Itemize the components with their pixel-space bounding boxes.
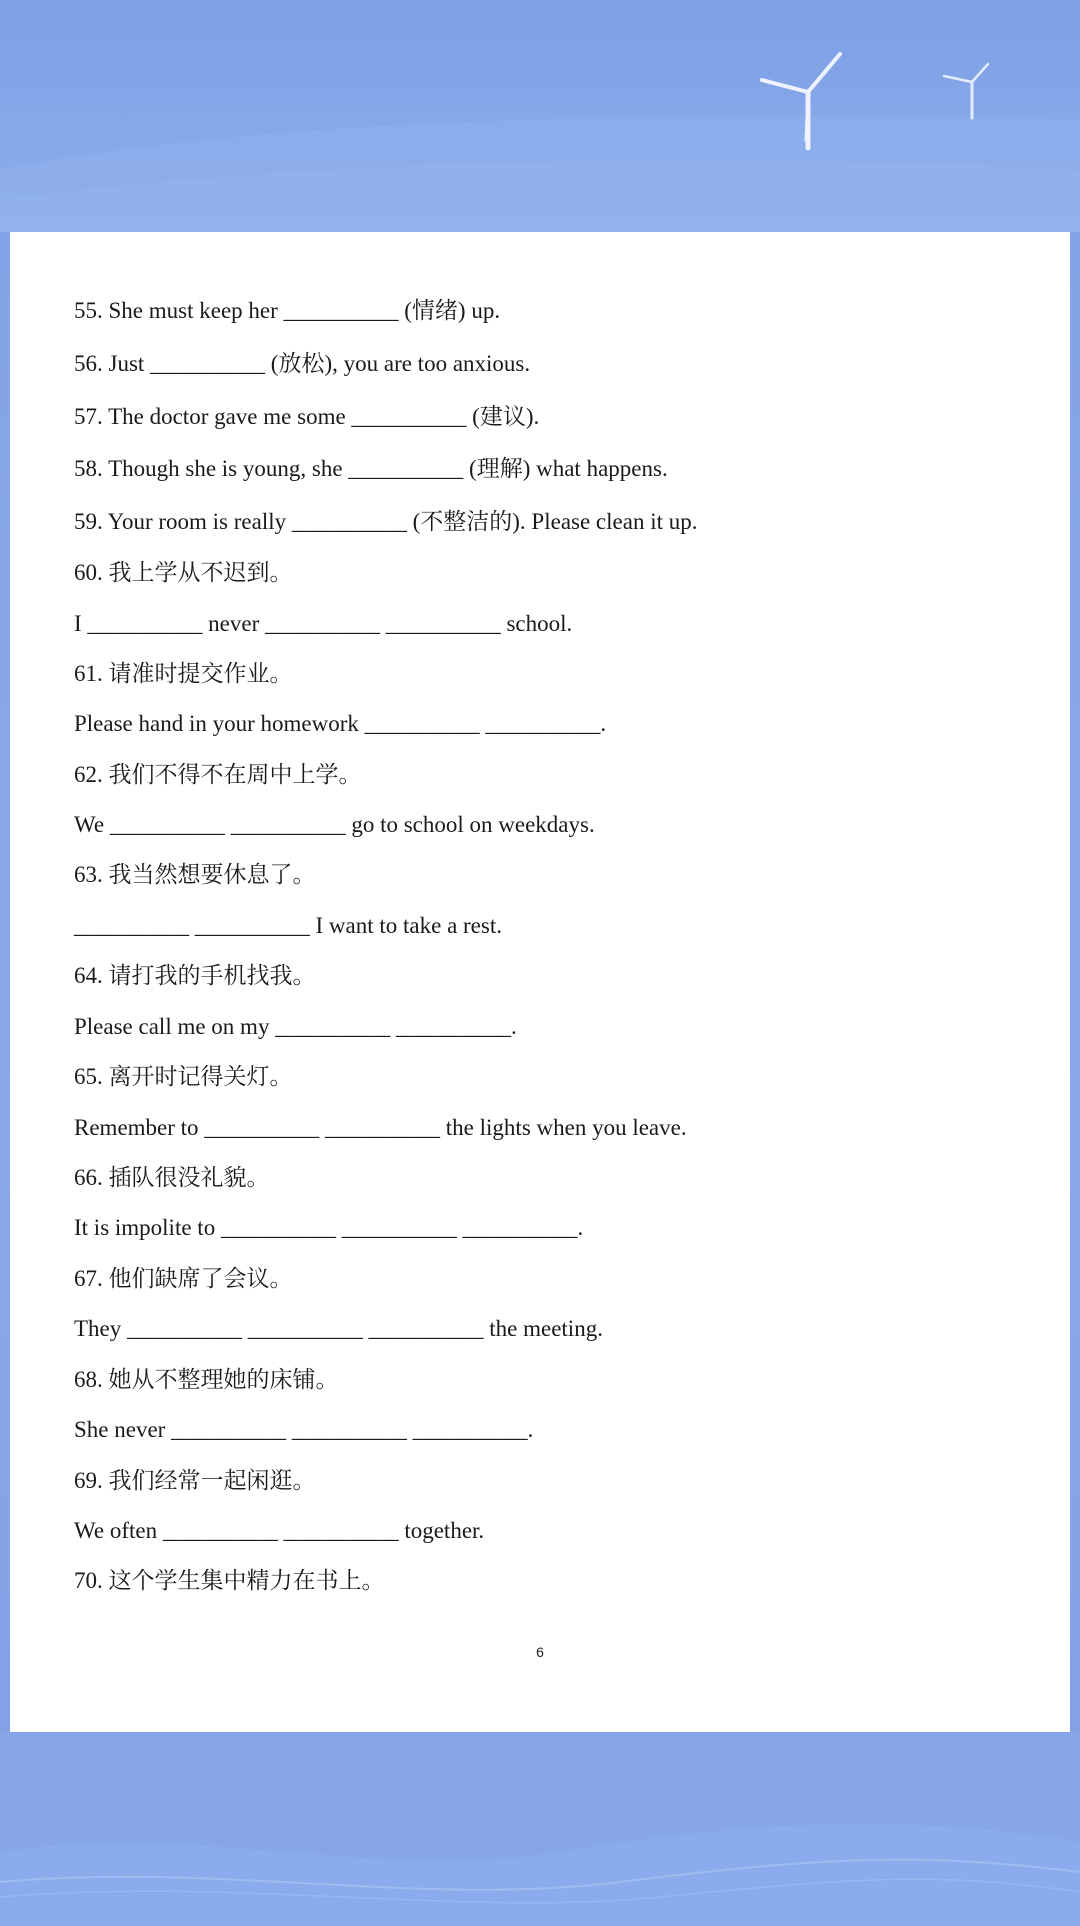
question-68: 68. 她从不整理她的床铺。 [74, 1367, 339, 1392]
wind-turbine-scenery [0, 0, 1080, 232]
question-70: 70. 这个学生集中精力在书上。 [74, 1568, 385, 1593]
question-65: 65. 离开时记得关灯。 [74, 1064, 293, 1089]
question-63: 63. 我当然想要休息了。 [74, 862, 316, 887]
answer-line-60: I __________ never __________ __________ school. [74, 611, 573, 636]
question-64: 64. 请打我的手机找我。 [74, 963, 316, 988]
wave-decoration [0, 1732, 1080, 1926]
answer-line-61: Please hand in your homework __________ __________. [74, 711, 607, 736]
question-59: 59. Your room is really __________ (不整洁的). Please clean it up. [74, 509, 698, 534]
answer-line-66: It is impolite to __________ __________ __________. [74, 1215, 584, 1240]
answer-line-64: Please call me on my __________ __________. [74, 1014, 517, 1039]
worksheet-page [10, 232, 1070, 1732]
question-56: 56. Just __________ (放松), you are too anxious. [74, 351, 531, 376]
question-58: 58. Though she is young, she __________ (理解) what happens. [74, 456, 668, 481]
question-66: 66. 插队很没礼貌。 [74, 1165, 270, 1190]
page-number: 6 [536, 1644, 544, 1660]
answer-line-67: They __________ __________ __________ the meeting. [74, 1316, 603, 1341]
question-55: 55. She must keep her __________ (情绪) up. [74, 298, 501, 323]
answer-line-63: __________ __________ I want to take a rest. [74, 913, 502, 938]
answer-line-69: We often __________ __________ together. [74, 1518, 485, 1543]
answer-line-68: She never __________ __________ __________. [74, 1417, 534, 1442]
question-60: 60. 我上学从不迟到。 [74, 560, 293, 585]
header-background [0, 0, 1080, 232]
question-69: 69. 我们经常一起闲逛。 [74, 1468, 316, 1493]
question-67: 67. 他们缺席了会议。 [74, 1266, 293, 1291]
answer-line-62: We __________ __________ go to school on weekdays. [74, 812, 595, 837]
answer-line-65: Remember to __________ __________ the lights when you leave. [74, 1115, 687, 1140]
question-61: 61. 请准时提交作业。 [74, 661, 293, 686]
question-57: 57. The doctor gave me some __________ (建议). [74, 404, 540, 429]
footer-background [0, 1732, 1080, 1926]
question-62: 62. 我们不得不在周中上学。 [74, 762, 362, 787]
